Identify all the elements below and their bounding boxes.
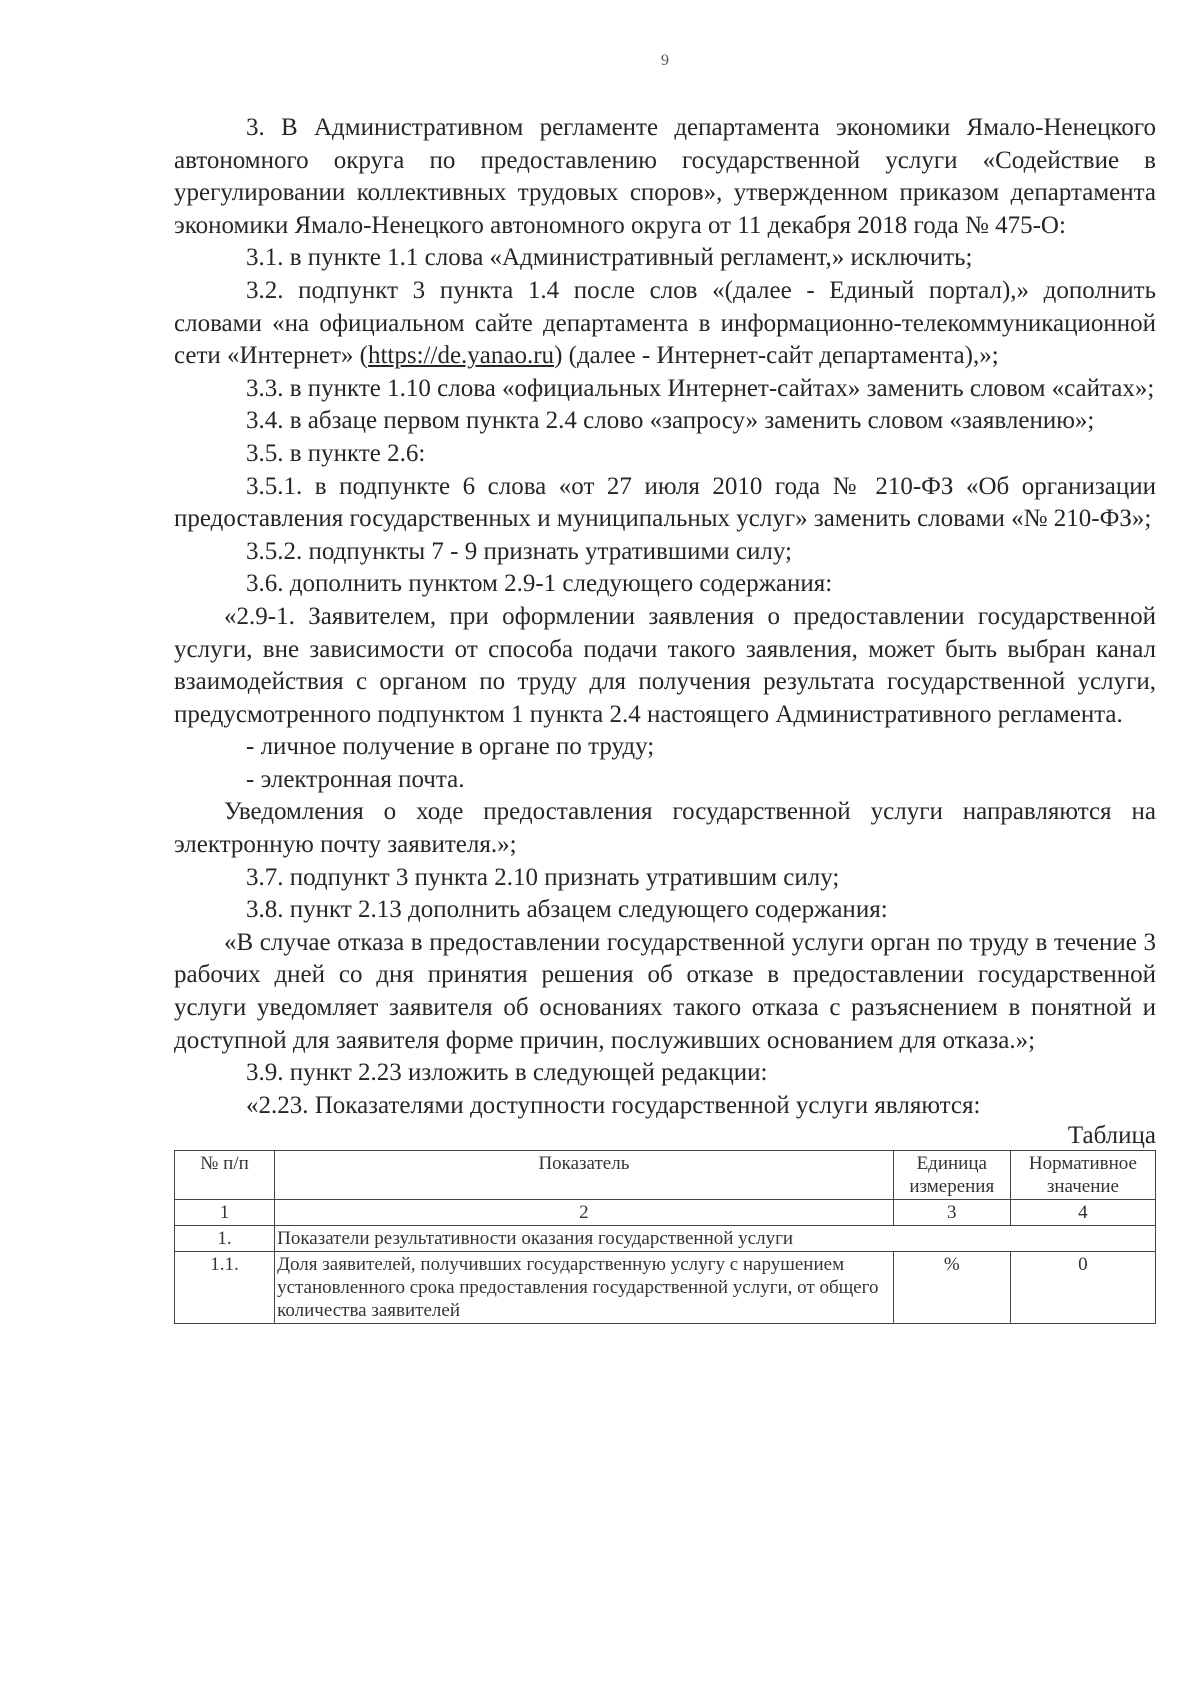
table-caption: Таблица <box>1067 1122 1156 1150</box>
paragraph-3-8: 3.8. пункт 2.13 дополнить абзацем следующего содержания: <box>246 896 888 924</box>
indicators-table <box>174 1150 1156 1324</box>
page-number: 9 <box>661 52 669 69</box>
paragraph-3-3: 3.3. в пункте 1.10 слова «официальных Интернет-сайтах» заменить словом «сайтах»; <box>246 374 1155 402</box>
paragraph-notifications: Уведомления о ходе предоставления государственной услуги направляются на электронную почту заявителя.»; <box>174 798 1156 859</box>
paragraph-2-9-1: «2.9-1. Заявителем, при оформлении заявления о предоставлении государственной услуги, вне зависимости от способа подачи такого заявления, может быть выбран канал взаимодействия с органом по труду для получения результата государственной услуги, предусмотренного подпунктом 1 пункта 2.4 настоящего Административного регламента. <box>174 602 1156 728</box>
paragraph-2-23: «2.23. Показателями доступности государственной услуги являются: <box>246 1091 981 1119</box>
paragraph-3-5-2: 3.5.2. подпункты 7 - 9 признать утратившими силу; <box>246 537 792 565</box>
section-number: 1. <box>175 1226 275 1252</box>
paragraph-3-intro: 3. В Административном регламенте департамента экономики Ямало-Ненецкого автономного округа по предоставлению государственной услуги «Содействие в урегулировании коллективных трудовых споров», утвержденном приказом департамента экономики Ямало-Ненецкого автономного округа от 11 декабря 2018 года № 475-О: <box>174 114 1156 239</box>
header-indicator: Показатель <box>275 1151 894 1200</box>
row-indicator: Доля заявителей, получивших государственную услугу с нарушением установленного срока предоставления государственной услуги, от общего количества заявителей <box>275 1252 894 1324</box>
row-unit: % <box>893 1252 1010 1324</box>
header-number: № п/п <box>175 1151 275 1200</box>
numbering-cell: 3 <box>893 1200 1010 1226</box>
paragraph-3-4: 3.4. в абзаце первом пункта 2.4 слово «запросу» заменить словом «заявлению»; <box>246 407 1095 435</box>
website-link[interactable]: https://de.yanao.ru <box>367 342 555 370</box>
document-body <box>174 112 1156 1324</box>
header-norm: Нормативное значение <box>1010 1151 1155 1200</box>
list-item-personal: - личное получение в органе по труду; <box>246 733 655 761</box>
paragraph-3-9: 3.9. пункт 2.23 изложить в следующей редакции: <box>246 1059 768 1087</box>
paragraph-3-2-text-after: ) (далее - Интернет-сайт департамента),»; <box>554 342 999 370</box>
numbering-cell: 4 <box>1010 1200 1155 1226</box>
paragraph-3-5-1: 3.5.1. в подпункте 6 слова «от 27 июля 2010 года № 210-ФЗ «Об организации предоставления государственных и муниципальных услуг» заменить словами «№ 210-ФЗ»; <box>174 472 1156 533</box>
table-numbering-row <box>175 1200 1156 1226</box>
numbering-cell: 2 <box>275 1200 894 1226</box>
table-row <box>175 1252 1156 1324</box>
paragraph-3-5: 3.5. в пункте 2.6: <box>246 439 426 467</box>
table-header-row <box>175 1151 1156 1200</box>
paragraph-3-6: 3.6. дополнить пунктом 2.9-1 следующего содержания: <box>246 570 833 598</box>
row-number: 1.1. <box>175 1252 275 1324</box>
section-title: Показатели результативности оказания государственной услуги <box>275 1226 1156 1252</box>
paragraph-refusal: «В случае отказа в предоставлении государственной услуги орган по труду в течение 3 рабочих дней со дня принятия решения об отказе в предоставлении государственной услуги уведомляет заявителя об основаниях такого отказа с разъяснением в понятной и доступной для заявителя форме причин, послуживших основанием для отказа.»; <box>174 928 1156 1054</box>
paragraph-3-7: 3.7. подпункт 3 пункта 2.10 признать утратившим силу; <box>246 863 840 891</box>
paragraph-3-2 <box>174 275 1156 373</box>
numbering-cell: 1 <box>175 1200 275 1226</box>
header-unit: Единица измерения <box>893 1151 1010 1200</box>
paragraph-3-1: 3.1. в пункте 1.1 слова «Административный регламент,» исключить; <box>246 244 973 272</box>
table-section-row <box>175 1226 1156 1252</box>
list-item-email: - электронная почта. <box>246 765 465 793</box>
row-norm: 0 <box>1010 1252 1155 1324</box>
paragraph-3-2-text-before: 3.2. подпункт 3 пункта 1.4 после слов «(далее - Единый портал),» дополнить словами «на официальном сайте департамента в информационно-телекоммуникационной сети «Интернет» ( <box>174 276 1156 370</box>
